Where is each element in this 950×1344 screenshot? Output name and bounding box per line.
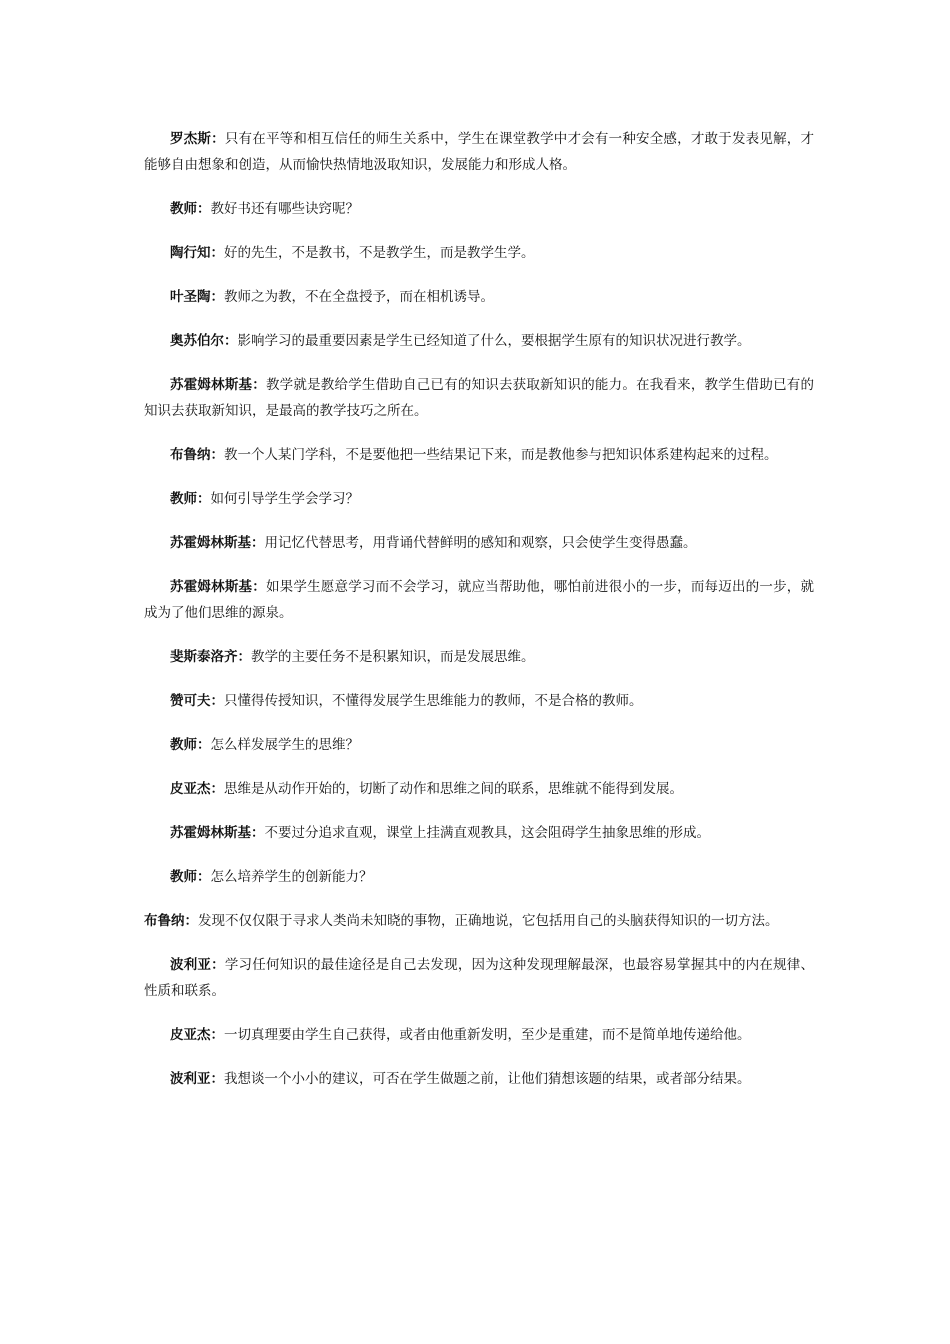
quote-paragraph — [144, 126, 814, 178]
quote-paragraph — [144, 530, 814, 556]
quote-text: 思维是从动作开始的，切断了动作和思维之间的联系，思维就不能得到发展。 — [224, 781, 683, 797]
speaker-name: 罗杰斯： — [170, 131, 225, 147]
quote-text: 发现不仅仅限于寻求人类尚未知晓的事物，正确地说，它包括用自己的头脑获得知识的一切方法。 — [198, 913, 779, 929]
quote-text: 教学就是教给学生借助自己已有的知识去获取新知识的能力。在我看来，教学生借助已有的知识去获取新知识，是最高的教学技巧之所在。 — [144, 377, 815, 419]
quote-paragraph — [144, 908, 814, 934]
speaker-name: 斐斯泰洛齐： — [170, 649, 251, 665]
quote-paragraph — [144, 644, 814, 670]
speaker-name: 苏霍姆林斯基： — [170, 825, 265, 841]
quote-text: 只懂得传授知识，不懂得发展学生思维能力的教师，不是合格的教师。 — [224, 693, 643, 709]
quote-text: 我想谈一个小小的建议，可否在学生做题之前，让他们猜想该题的结果，或者部分结果。 — [224, 1071, 751, 1087]
quote-text: 用记忆代替思考，用背诵代替鲜明的感知和观察，只会使学生变得愚蠢。 — [264, 535, 697, 551]
quote-paragraph — [144, 574, 814, 626]
speaker-name: 赞可夫： — [170, 693, 224, 709]
quote-text: 好的先生，不是教书，不是教学生，而是教学生学。 — [224, 245, 535, 261]
speaker-name: 苏霍姆林斯基： — [170, 377, 266, 393]
quote-paragraph — [144, 776, 814, 802]
quote-text: 只有在平等和相互信任的师生关系中，学生在课堂教学中才会有一种安全感，才敢于发表见解，才能够自由想象和创造，从而愉快热情地汲取知识，发展能力和形成人格。 — [144, 131, 815, 173]
quote-paragraph — [144, 442, 814, 468]
quote-paragraph — [144, 372, 814, 424]
document-page — [144, 126, 814, 1110]
quote-text: 怎么样发展学生的思维？ — [210, 737, 359, 753]
quote-text: 不要过分追求直观，课堂上挂满直观教具，这会阻碍学生抽象思维的形成。 — [264, 825, 710, 841]
speaker-name: 皮亚杰： — [170, 781, 224, 797]
speaker-name: 陶行知： — [170, 245, 224, 261]
quote-paragraph — [144, 1022, 814, 1048]
speaker-name: 波利亚： — [170, 1071, 224, 1087]
speaker-name: 波利亚： — [170, 957, 225, 973]
speaker-name: 布鲁纳： — [144, 913, 198, 929]
quote-paragraph — [144, 864, 814, 890]
quote-text: 如何引导学生学会学习？ — [210, 491, 359, 507]
speaker-name: 布鲁纳： — [170, 447, 224, 463]
quote-text: 教好书还有哪些诀窍呢？ — [210, 201, 359, 217]
quote-paragraph — [144, 1066, 814, 1092]
quote-text: 教学的主要任务不是积累知识，而是发展思维。 — [251, 649, 535, 665]
speaker-name: 奥苏伯尔： — [170, 333, 238, 349]
quote-paragraph — [144, 486, 814, 512]
quote-text: 一切真理要由学生自己获得，或者由他重新发明，至少是重建，而不是简单地传递给他。 — [224, 1027, 751, 1043]
speaker-name: 教师： — [170, 201, 211, 217]
speaker-name: 皮亚杰： — [170, 1027, 224, 1043]
quote-text: 影响学习的最重要因素是学生已经知道了什么，要根据学生原有的知识状况进行教学。 — [237, 333, 751, 349]
quote-paragraph — [144, 952, 814, 1004]
speaker-name: 叶圣陶： — [170, 289, 224, 305]
speaker-name: 教师： — [170, 491, 211, 507]
quote-paragraph — [144, 284, 814, 310]
speaker-name: 教师： — [170, 869, 211, 885]
quote-paragraph — [144, 820, 814, 846]
quote-paragraph — [144, 328, 814, 354]
quote-text: 教一个人某门学科，不是要他把一些结果记下来，而是教他参与把知识体系建构起来的过程。 — [224, 447, 778, 463]
quote-text: 如果学生愿意学习而不会学习，就应当帮助他，哪怕前进很小的一步，而每迈出的一步，就成为了他们思维的源泉。 — [144, 579, 815, 621]
quote-text: 怎么培养学生的创新能力？ — [210, 869, 373, 885]
speaker-name: 苏霍姆林斯基： — [170, 579, 266, 595]
quote-text: 学习任何知识的最佳途径是自己去发现，因为这种发现理解最深，也最容易掌握其中的内在规律、性质和联系。 — [144, 957, 815, 999]
quote-paragraph — [144, 196, 814, 222]
speaker-name: 苏霍姆林斯基： — [170, 535, 265, 551]
quote-paragraph — [144, 688, 814, 714]
quote-paragraph — [144, 240, 814, 266]
quote-paragraph — [144, 732, 814, 758]
speaker-name: 教师： — [170, 737, 211, 753]
quote-text: 教师之为教，不在全盘授予，而在相机诱导。 — [224, 289, 494, 305]
